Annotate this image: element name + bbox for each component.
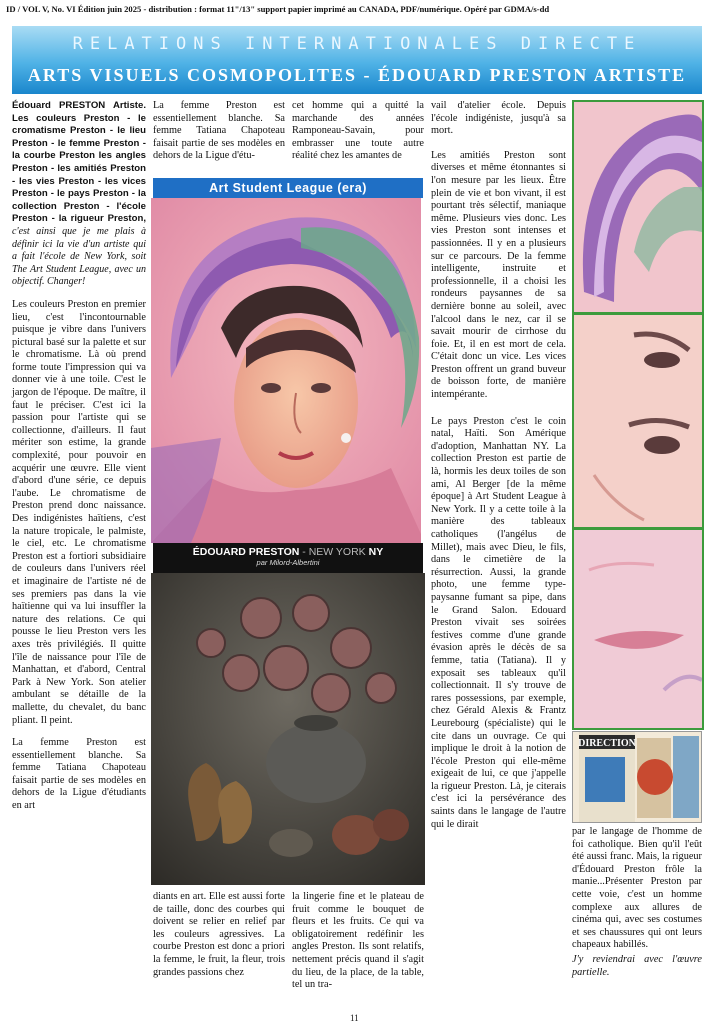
edition-info: ID / VOL V, No. VI Édition juin 2025 - distribution : format 11"/13" support papier imprimé au CANADA, PDF/numérique. Opéré par GDMA/s-dd [6,4,550,14]
still-life-image [151,573,425,885]
intro-bold-text: Édouard PRESTON Artiste. Les couleurs Preston - le cromatisme Preston - le lieu Preston - le femme Preston - la courbe Preston les angles Preston - les amitiés Preston - les vies Preston - les vices Preston - le pays Preston - la collection Preston - l'école Preston - la rigueur Preston, [12,100,146,225]
side-photo-lips [572,528,704,730]
column-2-top: La femme Preston est essentiellement blanche. Sa femme Tatiana Chapoteau faisait partie de ses modèles en dehors de la Ligue d'étu- [153,100,285,162]
side-photo-eyes [572,313,704,529]
side-photo-hat-image [574,102,702,312]
page-number: 11 [350,1013,359,1023]
magazine-cover-image [573,732,701,822]
still-life-painting [151,573,425,885]
column-1 [12,100,146,823]
masthead-subtitle: ARTS VISUELS COSMOPOLITES - ÉDOUARD PRESTON ARTISTE [27,65,687,85]
femme-paragraph: La femme Preston est essentiellement blanche. Sa femme Tatiana Chapoteau faisait partie de ses modèles en dehors de la Ligue d'étudiants en art [12,737,146,812]
portrait-painting [151,198,421,543]
column-3-bottom: la lingerie fine et le plateau de fruit comme le bouquet de fleurs et les fruits. Ce qui va obligatoirement redéfinir les angles Preston. Ils sont relatifs, nettement précis quand il s'agit du lieu, de la place, de la table, tel un tra- [292,891,424,991]
col4-para-2: Les amitiés Preston sont diverses et même étonnantes si l'on mesure par les lieux. Être plein de vie et bon vivant, il est pourtant très sélectif, maniaque même. Plusieurs vies donc. Les vies Preston sont intenses et passionnées. Il y en a plusieurs sur ce parcours. De la femme intelligente, instruite et professionnelle, il a choisi les rondeurs paysannes de sa dernière bonne au soleil, avec l'alcool dans le nez, car il se savait mourir de cirrhose du foie. Et, il en est mort de cela. C'était donc un vice. Les vices Preston offrent un grand buveur de boisson forte, de manière intempérante. [431,149,566,401]
magazine-cover-thumbnail [572,731,702,823]
column-5 [572,826,702,979]
column-2-bottom: diants en art. Elle est aussi forte de taille, donc des courbes qui doivent se relier en relief par les couleurs agressives. La courbe Preston est donc a priori la femme, le fruit, la fleur, trois grandes passions chez [153,891,285,978]
caption-title: ÉDOUARD PRESTON - NEW YORK NY [192,546,384,558]
figure-caption [153,543,423,573]
col5-closing: J'y reviendrai avec l'œuvre partielle. [572,953,702,978]
masthead-banner [12,26,702,94]
column-3-top: cet homme qui a quitté la marchande des années Ramponeau-Savain, pour embrasser une toute autre réalité chez les amantes de [292,100,424,162]
intro-paragraph [12,100,146,289]
side-photo-hat [572,100,704,314]
intro-italic-text: c'est ainsi que je me plais à définir ici la vie d'un artiste qui a fait l'école de New York, soit The Art Student League, avec un objectif. Changer! [12,225,146,288]
side-photo-eyes-image [574,315,702,527]
col5-text: par le langage de l'homme de foi catholique. Bien qu'il l'eût été aussi franc. Mais, la rigueur d'Édouard Preston frôle la manie...Présenter Preston par cette voie, c'est un homme complexe aux allures de cinéma qui, avec ses costumes et ses chaussures qui ont leurs chapeaux habillés. [572,826,702,951]
figure-banner: Art Student League (era) [153,178,423,198]
column-4 [431,100,566,841]
caption-credit: par Milord-Albertini [256,558,320,567]
magazine-cover-title: DIRECTION [578,738,636,749]
portrait-image [151,198,421,543]
masthead-title: RELATIONS INTERNATIONALES DIRECTE [72,34,642,54]
side-photo-lips-image [574,530,702,728]
col4-para-3: Le pays Preston c'est le coin natal, Haïti. Son Amérique d'adoption, Manhattan NY. La collection Preston est partie de là, hormis les deux toiles de son ami, Al Berger [de la même époque] à Art Student League à New York. Il y a cette toile à la manière des tableaux catholiques (l'angélus de Millet), mais avec Dieu, le fils, dans le cimetière de la résurrection. Aussi, la grande photo, une femme type-paysanne fumant sa pipe, dans le Grand Salon. Edouard Preston vivait ses soirées festives comme d'une grande évasion après le décès de sa femme, tatia (Tatiana). Il y exposait ses tableaux qu'il collectionnait. Il s'y trouve de rares possessions, par exemple, chez Gérald Alexis & Frantz Leurebourg (spécialiste) qui le cite dans un ouvrage. Ce qui implique le droit à la notion de l'école Preston qui elle-même exigeait de lui, ce que j'appelle la rigueur Preston. Là, je citerais c'est ici la persévérance des saints dans le langage de l'autre qui le dirait [431,415,566,830]
couleurs-paragraph: Les couleurs Preston en premier lieu, c'est l'incontournable puisque je vibre dans l'univers pictural basé sur la palette et sur le chromatisme. Là où prend forme toute l'impression qui va donner vie à une toile. C'est le jargon de l'époque. De maître, il faut le préciser. C'est ici la passion pour l'artiste qui se collectionne, d'ailleurs. Il faut mériter son estime, la grande complexité, pour pouvoir en acquérir une œuvre. Elle vient d'abord d'une série, ce depuis l'aube. Le chromatisme de Preston prend donc naissance. Des indigénistes haïtiens, c'est la nature tropicale, le palmiste, le ciel, etc. Le chromatisme Preston est a fortiori subsidiaire de couleurs dans l'univers réel et imaginaire de l'artiste né de ses premiers pas dans la vie haïtienne qui va lui insuffler la nature des relations. Ce qui pousse le lieu Preston vers les axes très privilégiés. Il quitte l'île de naissance pour l'île de Manhattan, et d'abord, Central Park à New York. Son atelier ambulant se détaille de la mallette, du chevalet, du banc pliant. Il peint. [12,298,146,726]
col4-para-1: vail d'atelier école. Depuis l'école indigéniste, jusqu'à sa mort. [431,100,566,137]
